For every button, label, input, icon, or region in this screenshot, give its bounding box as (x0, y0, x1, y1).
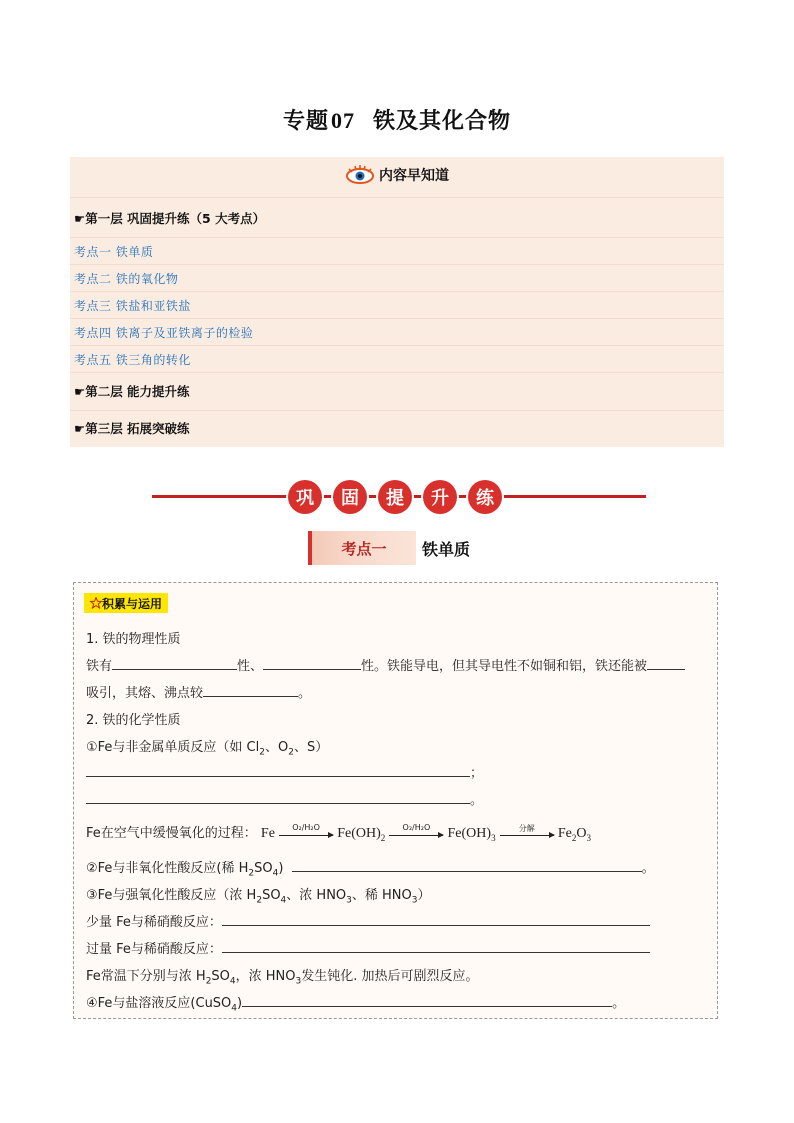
blank[interactable] (647, 656, 685, 670)
eye-icon (345, 165, 375, 185)
toc-level-2[interactable] (70, 372, 724, 411)
line-passivation: Fe常温下分别与浓 $H_2SO_4$，浓 $HNO_3$发生钝化. 加热后可剧烈反应。 (86, 969, 479, 987)
kaodian-header (308, 531, 470, 565)
title-number: 07 (331, 108, 355, 133)
line-chemical-heading: 2. 铁的化学性质 (86, 713, 181, 728)
toc-point-label: 考点一 铁单质 (74, 245, 154, 259)
star-icon (90, 597, 102, 609)
blank[interactable] (86, 790, 470, 804)
toc-level-3-label: ☛第三层 拓展突破练 (74, 421, 190, 436)
blank[interactable] (292, 858, 642, 872)
line-physical-1: 铁有 性、 性。铁能导电，但其导电性不如铜和铝，铁还能被 (86, 655, 685, 674)
accumulate-tag-text: 积累与运用 (102, 596, 163, 611)
toc-level-1-label: ☛第一层 巩固提升练（5 大考点） (74, 211, 266, 226)
line-physical-2: 吸引，其熔、沸点较 。 (86, 682, 311, 701)
line-blank-1: ； (86, 762, 483, 781)
accumulate-tag (84, 593, 168, 613)
toc-point-3[interactable] (70, 291, 724, 319)
kaodian-name: 铁单质 (422, 539, 471, 559)
contents-panel (70, 157, 724, 447)
line-nonoxidizing-acid: ②Fe与非氧化性酸反应(稀 $H_2SO_4$) 。 (86, 857, 655, 879)
line-nonmetal: ①Fe与非金属单质反应（如 $Cl_2$、$O_2$、S） (86, 740, 329, 758)
page-title (0, 104, 794, 135)
toc-point-2[interactable] (70, 264, 724, 292)
toc-point-label: 考点三 铁盐和亚铁盐 (74, 299, 191, 313)
title-prefix: 专题 (282, 109, 329, 134)
kaodian-label: 考点一 (308, 531, 416, 565)
contents-heading-text: 内容早知道 (379, 168, 449, 184)
blank[interactable] (203, 683, 298, 697)
blank[interactable] (86, 763, 470, 777)
line-physical-heading: 1. 铁的物理性质 (86, 632, 181, 647)
toc-point-label: 考点五 铁三角的转化 (74, 353, 191, 367)
section-banner (152, 480, 646, 514)
contents-heading (70, 157, 724, 193)
banner-char: 提 (378, 480, 412, 514)
title-topic: 铁及其化合物 (373, 109, 512, 134)
toc-point-label: 考点二 铁的氧化物 (74, 272, 179, 286)
line-blank-2: 。 (86, 789, 483, 808)
toc-level-1[interactable] (70, 197, 724, 238)
line-salt-solution: ④Fe与盐溶液反应(CuSO$_4$) 。 (86, 992, 625, 1014)
line-excess-fe: 过量 Fe与稀硝酸反应： (86, 938, 650, 957)
toc-level-2-label: ☛第二层 能力提升练 (74, 384, 190, 399)
banner-char: 升 (423, 480, 457, 514)
banner-char: 练 (468, 480, 502, 514)
line-oxidation-chain: Fe在空气中缓慢氧化的过程： Fe O₂/H₂O $Fe(OH)_2$ O₂/H₂O $Fe(OH)_3$ 分解 $Fe_2O_3$ (86, 822, 591, 843)
blank[interactable] (242, 993, 612, 1007)
toc-level-3[interactable] (70, 410, 724, 448)
toc-point-label: 考点四 铁离子及亚铁离子的检验 (74, 326, 254, 340)
banner-char: 巩 (288, 480, 322, 514)
toc-point-1[interactable] (70, 237, 724, 265)
blank[interactable] (222, 912, 650, 926)
line-little-fe: 少量 Fe与稀硝酸反应： (86, 911, 650, 930)
blank[interactable] (222, 939, 650, 953)
toc-point-5[interactable] (70, 345, 724, 373)
line-oxidizing-acid: ③Fe与强氧化性酸反应（浓 $H_2SO_4$、浓 $HNO_3$、稀 $HNO_3$） (86, 888, 431, 906)
banner-char: 固 (333, 480, 367, 514)
blank[interactable] (263, 656, 361, 670)
blank[interactable] (112, 656, 237, 670)
toc-point-4[interactable] (70, 318, 724, 346)
